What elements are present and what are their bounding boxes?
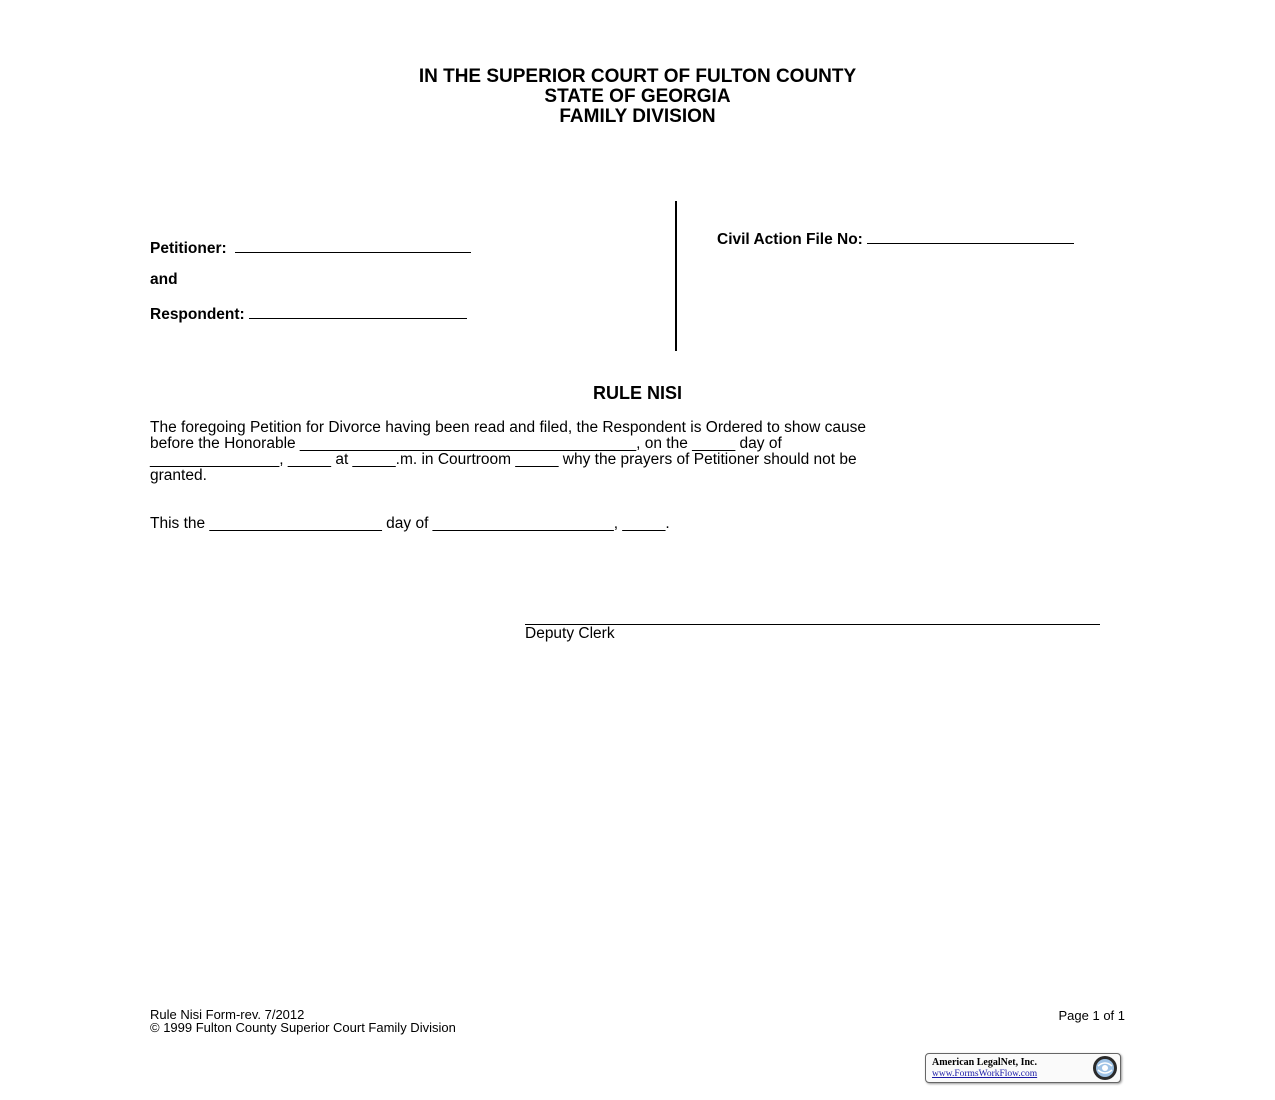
division-name: FAMILY DIVISION [559,106,716,127]
respondent-blank[interactable] [249,304,467,319]
civil-action-field [717,229,1074,249]
globe-icon [1092,1055,1118,1081]
publisher-logo[interactable] [925,1053,1121,1083]
order-paragraph [150,420,1125,484]
court-header [0,67,1275,127]
court-name: IN THE SUPERIOR COURT OF FULTON COUNTY [418,66,857,87]
respondent-label: Respondent: [150,306,245,323]
order-line-3: _______________, _____ at _____.m. in Courtroom _____ why the prayers of Petitioner should not be [150,451,857,468]
order-line-4: granted. [150,467,207,484]
petitioner-label: Petitioner: [150,240,227,257]
signature-label: Deputy Clerk [525,625,615,642]
publisher-url[interactable]: www.FormsWorkFlow.com [932,1069,1038,1079]
document-title: RULE NISI [592,383,682,403]
footer-left [150,1008,456,1034]
respondent-field [150,304,467,324]
petitioner-blank[interactable] [235,238,471,253]
page-number: Page 1 of 1 [1058,1008,1125,1023]
form-revision: Rule Nisi Form-rev. 7/2012 [150,1007,305,1022]
and-label: and [150,271,178,288]
copyright: © 1999 Fulton County Superior Court Family Division [150,1020,456,1035]
order-line-1: The foregoing Petition for Divorce having been read and filed, the Respondent is Ordered to show cause [150,419,867,436]
order-line-2: before the Honorable _______________________________________, on the _____ day of [150,435,782,452]
publisher-name: American LegalNet, Inc. [932,1057,1037,1068]
petitioner-field [150,238,471,258]
state-name: STATE OF GEORGIA [544,86,731,107]
civil-action-blank[interactable] [867,229,1074,244]
date-line: This the ____________________ day of _____________________, _____. [150,515,670,532]
civil-action-label: Civil Action File No: [717,231,863,248]
caption-divider [675,201,677,351]
